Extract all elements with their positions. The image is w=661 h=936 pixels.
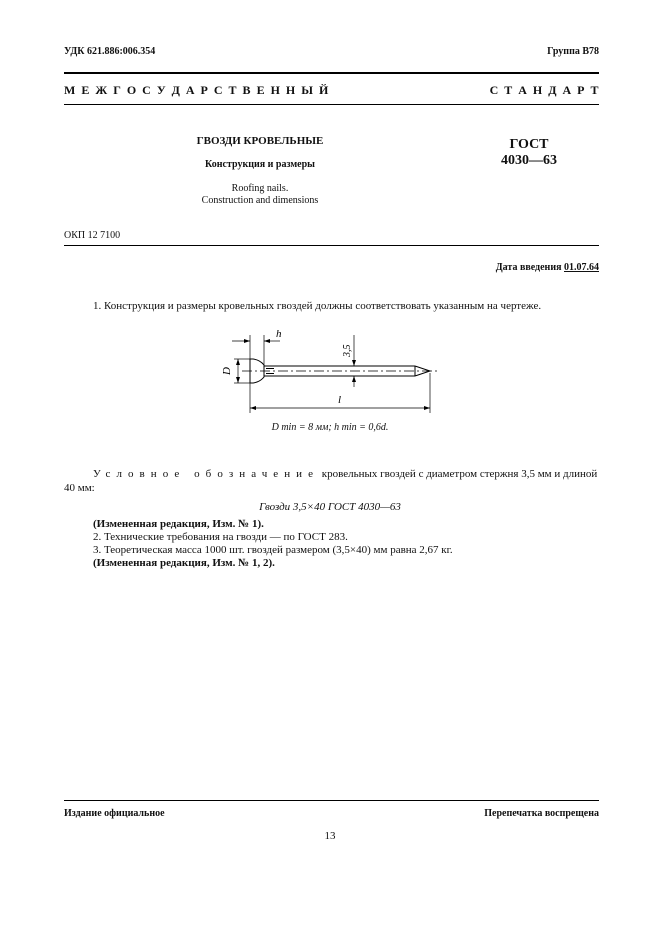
page-number: 13 [324, 830, 336, 842]
top-rule [64, 72, 599, 74]
title-main: ГВОЗДИ КРОВЕЛЬНЫЕ [196, 135, 324, 147]
label-d: 3,5 [342, 344, 353, 357]
okp-rule [64, 245, 599, 246]
banner-rule [64, 104, 599, 105]
designation-example: Гвозди 3,5×40 ГОСТ 4030—63 [259, 501, 401, 513]
l-arrow-right [424, 406, 430, 410]
banner-right: С Т А Н Д А Р Т [489, 83, 599, 97]
d-arrow-top [352, 360, 356, 366]
udk-code: УДК 621.886:006.354 [64, 46, 156, 57]
h-arrow-left [244, 339, 250, 343]
label-l: l [338, 394, 342, 406]
intro-date [496, 262, 599, 273]
title-sub: Конструкция и размеры [205, 159, 315, 170]
clause-2: 2. Технические требования на гвозди — по ГОСТ 283. [93, 531, 348, 543]
clause-3: 3. Теоретическая масса 1000 шт. гвоздей размером (3,5×40) мм равна 2,67 кг. [93, 544, 453, 556]
title-en-1: Roofing nails. [231, 183, 289, 194]
D-arrow-top [236, 359, 240, 365]
clause-1: 1. Конструкция и размеры кровельных гвоздей должны соответствовать указанным на чертеже. [93, 300, 542, 312]
title-en-2: Construction and dimensions [201, 195, 319, 206]
D-arrow-bottom [236, 377, 240, 383]
intro-date-value: 01.07.64 [564, 262, 599, 273]
drawing-caption: D min = 8 мм; h min = 0,6d. [271, 422, 389, 433]
nail-drawing [220, 325, 450, 425]
footer-left: Издание официальное [64, 808, 165, 819]
designation-line-1 [93, 468, 599, 480]
label-D: D [221, 367, 233, 375]
gost-number: 4030—63 [501, 153, 557, 168]
label-h: h [276, 328, 282, 340]
edit-note-2: (Измененная редакция, Изм. № 1, 2). [93, 557, 275, 569]
d-arrow-bottom [352, 376, 356, 382]
group-code: Группа В78 [547, 46, 599, 57]
designation-rest: кровельных гвоздей с диаметром стержня 3,5 мм и длиной [321, 468, 598, 480]
intro-date-label: Дата введения [495, 262, 562, 273]
banner-left: М Е Ж Г О С У Д А Р С Т В Е Н Н Ы Й [64, 83, 329, 97]
edit-note-1: (Измененная редакция, Изм. № 1). [93, 518, 264, 530]
designation-term: Условное обозначение [93, 468, 320, 480]
l-arrow-left [250, 406, 256, 410]
h-arrow-right [264, 339, 270, 343]
designation-line-2: 40 мм: [64, 482, 95, 494]
shank-mark-2 [266, 373, 274, 374]
shank-mark-1 [266, 368, 274, 369]
okp-code: ОКП 12 7100 [64, 230, 121, 241]
footer-rule [64, 800, 599, 801]
footer-right: Перепечатка воспрещена [484, 808, 599, 819]
gost-label: ГОСТ [509, 137, 549, 152]
